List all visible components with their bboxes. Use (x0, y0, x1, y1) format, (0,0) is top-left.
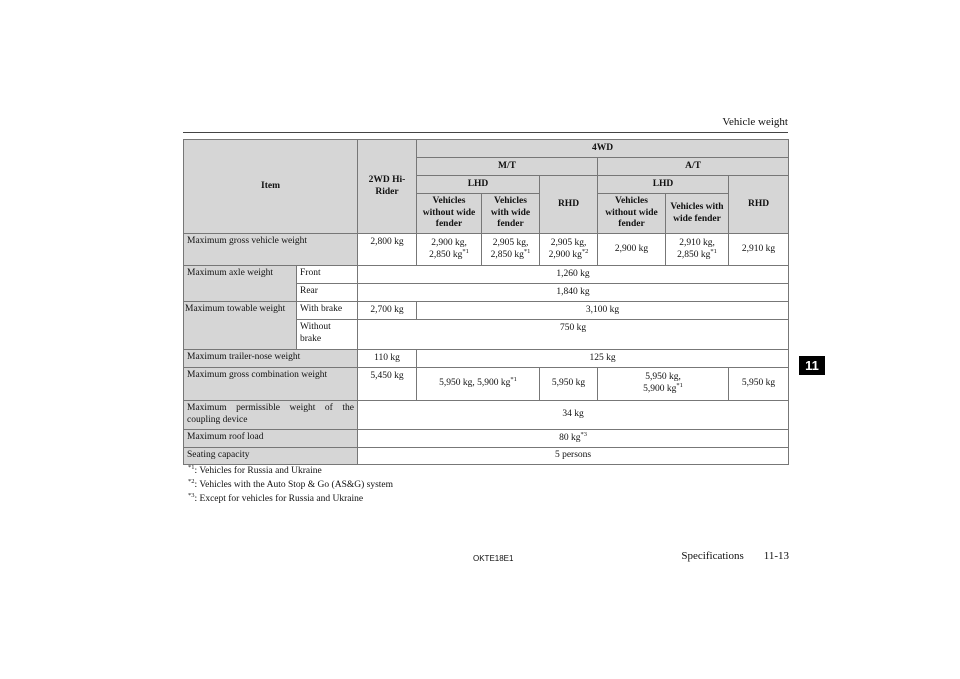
footer-section: Specifications (681, 550, 744, 562)
row-label-gross-vehicle: Maximum gross vehicle weight (184, 234, 358, 266)
cell-trailer-nose-4wd: 125 kg (417, 350, 789, 368)
header-mt-rhd: RHD (540, 176, 598, 234)
cell-gcw-2wd: 5,450 kg (358, 368, 417, 401)
header-mt-without-fender: Vehicles without wide fender (417, 194, 482, 234)
table-row (184, 350, 789, 368)
header-mt-with-fender: Vehicles with wide fender (482, 194, 540, 234)
cell-trailer-nose-2wd: 110 kg (358, 350, 417, 368)
row-label-axle: Maximum axle weight (184, 266, 297, 302)
header-at-lhd: LHD (598, 176, 729, 194)
header-divider (183, 132, 788, 133)
footnote-1: $^{*1}$: Vehicles for Russia and Ukraine (188, 463, 322, 476)
page-footer (681, 550, 789, 562)
header-mt: M/T (417, 158, 598, 176)
header-at-with-fender: Vehicles with wide fender (666, 194, 729, 234)
header-4wd: 4WD (417, 140, 789, 158)
page-number: 11-13 (763, 550, 789, 562)
cell-front-axle: 1,260 kg (358, 266, 789, 284)
table-row (184, 368, 789, 401)
footnote-3: $^{*3}$: Except for vehicles for Russia and Ukraine (188, 491, 364, 504)
row-label-roof-load: Maximum roof load (184, 430, 358, 448)
table-row (184, 430, 789, 448)
sub-label-with-brake: With brake (297, 302, 358, 320)
header-item: Item (184, 140, 358, 234)
header-at-rhd: RHD (729, 176, 789, 234)
sub-label-rear: Rear (297, 284, 358, 302)
table-row (184, 234, 789, 266)
header-2wd-hi-rider: 2WD Hi-Rider (358, 140, 417, 234)
cell-gcw-mt-rhd: 5,950 kg (540, 368, 598, 401)
cell-mt-with-fender: 2,905 kg, 2,850 $kg^{*1}$ (482, 234, 540, 266)
document-code: OKTE18E1 (473, 554, 514, 563)
cell-with-brake-2wd: 2,700 kg (358, 302, 417, 320)
row-label-coupling: Maximum permissible weight of the coupling device (184, 401, 358, 430)
cell-mt-rhd: 2,905 kg, 2,900 $kg^{*2}$ (540, 234, 598, 266)
table-row (184, 302, 789, 320)
row-label-seating: Seating capacity (184, 448, 358, 465)
cell-mt-without-fender: 2,900 kg, 2,850 $kg^{*1}$ (417, 234, 482, 266)
row-label-gross-combination: Maximum gross combination weight (184, 368, 358, 401)
table-row (184, 448, 789, 465)
cell-coupling: 34 kg (358, 401, 789, 430)
cell-gcw-mt-lhd: 5,950 kg, 5,900 $kg^{*1}$ (417, 368, 540, 401)
cell-with-brake-4wd: 3,100 kg (417, 302, 789, 320)
header-at-without-fender: Vehicles without wide fender (598, 194, 666, 234)
cell-at-with-fender: 2,910 kg, 2,850 $kg^{*1}$ (666, 234, 729, 266)
cell-at-rhd: 2,910 kg (729, 234, 789, 266)
header-at: A/T (598, 158, 789, 176)
header-mt-lhd: LHD (417, 176, 540, 194)
row-label-trailer-nose: Maximum trailer-nose weight (184, 350, 358, 368)
footnotes (188, 464, 393, 506)
cell-rear-axle: 1,840 kg (358, 284, 789, 302)
vehicle-weight-table (183, 139, 789, 465)
sub-label-front: Front (297, 266, 358, 284)
cell-seating: 5 persons (358, 448, 789, 465)
row-label-towable: Maximum towable weight (184, 302, 297, 350)
footnote-2: $^{*2}$: Vehicles with the Auto Stop & Go (AS&G) system (188, 477, 394, 490)
cell-without-brake: 750 kg (358, 320, 789, 350)
page-header-title: Vehicle weight (722, 116, 788, 128)
cell-gcw-at-lhd: 5,950 kg, 5,900 $kg^{*1}$ (598, 368, 729, 401)
table-row (184, 266, 789, 284)
cell-at-without-fender: 2,900 kg (598, 234, 666, 266)
cell-gcw-at-rhd: 5,950 kg (729, 368, 789, 401)
chapter-tab[interactable]: 11 (799, 356, 825, 375)
cell-roof-load: 80 $kg^{*3}$ (358, 430, 789, 448)
sub-label-without-brake: Without brake (297, 320, 358, 350)
table-row (184, 401, 789, 430)
cell-2wd: 2,800 kg (358, 234, 417, 266)
